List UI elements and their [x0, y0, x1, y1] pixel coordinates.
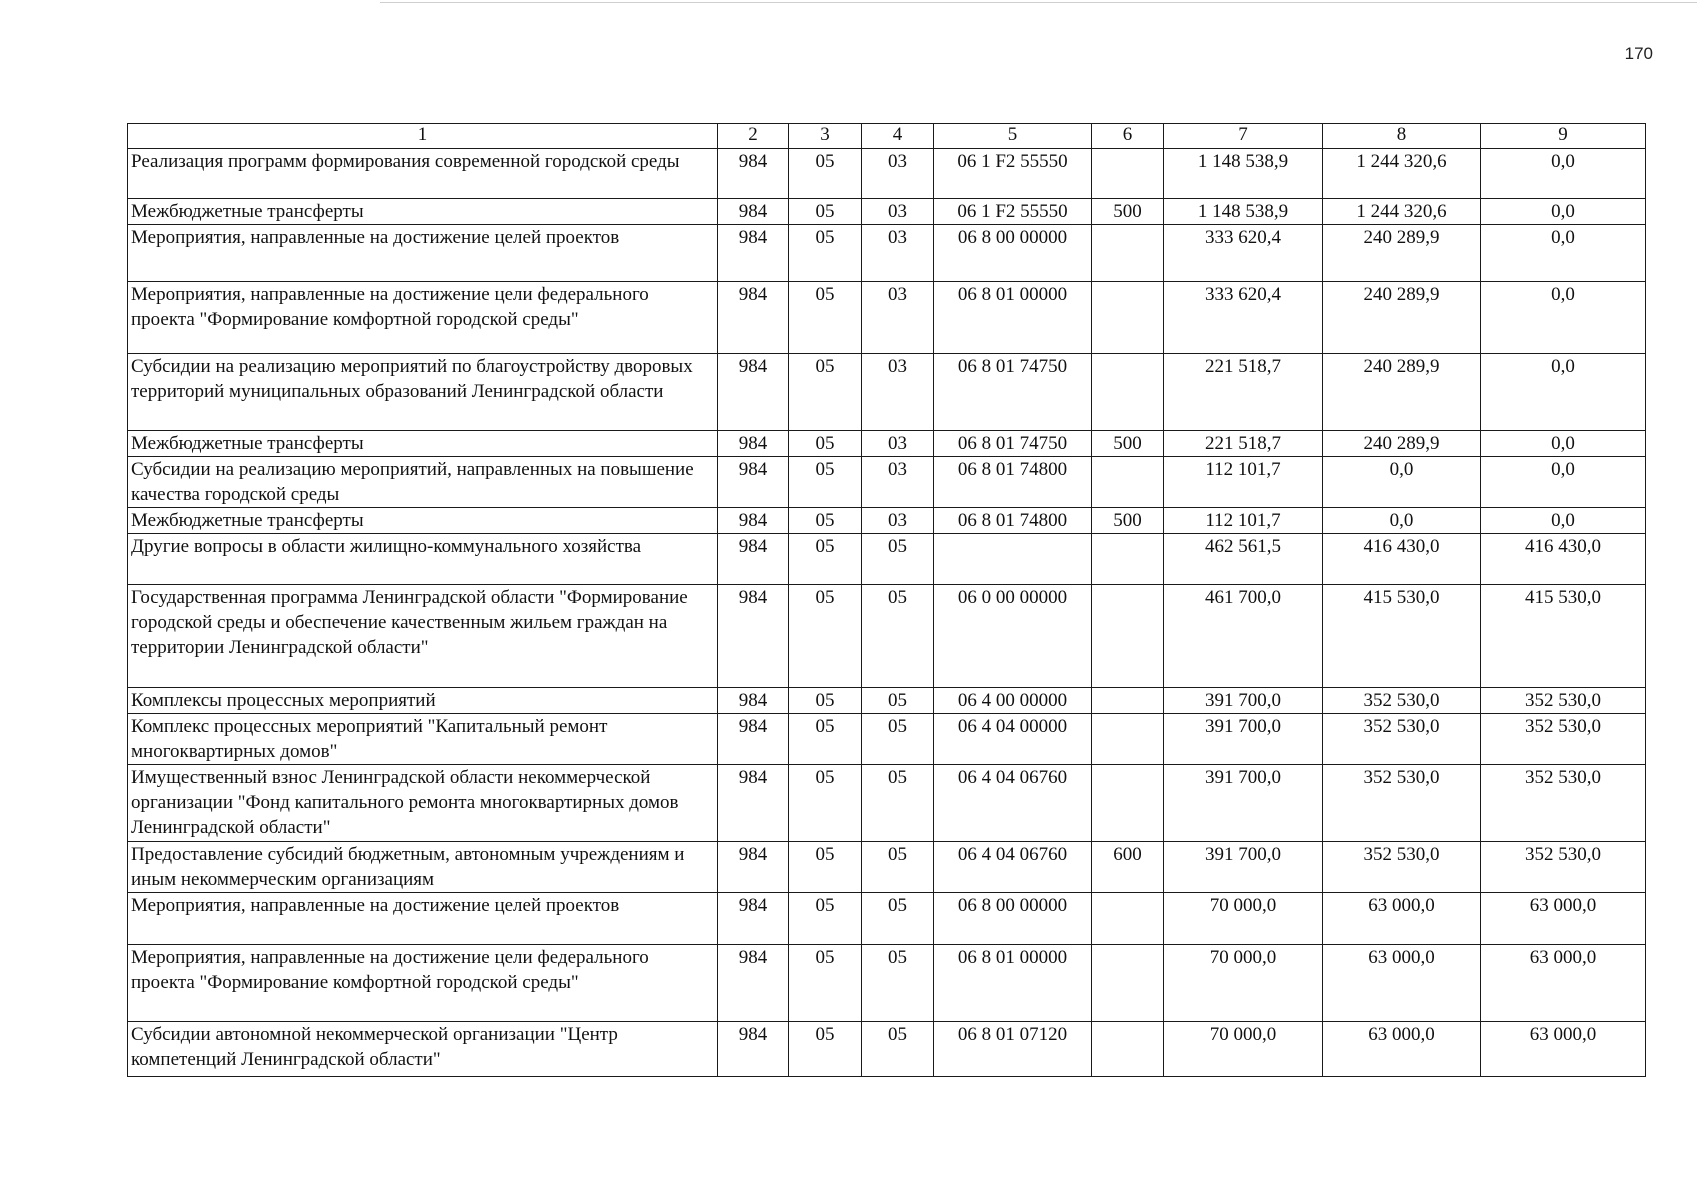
header-row — [128, 124, 1646, 149]
cell-col-5: 06 8 01 74750 — [934, 431, 1092, 457]
cell-col-3: 05 — [789, 585, 862, 688]
cell-col-3: 05 — [789, 714, 862, 765]
cell-col-6: 500 — [1092, 199, 1164, 225]
table-row — [128, 508, 1646, 534]
cell-col-6 — [1092, 1022, 1164, 1077]
cell-col-4: 05 — [862, 765, 934, 842]
cell-col-2: 984 — [718, 225, 789, 282]
cell-col-7: 391 700,0 — [1164, 714, 1323, 765]
cell-col-5: 06 4 04 00000 — [934, 714, 1092, 765]
cell-col-7: 1 148 538,9 — [1164, 149, 1323, 199]
cell-col-4: 05 — [862, 1022, 934, 1077]
cell-col-4: 05 — [862, 585, 934, 688]
cell-col-6 — [1092, 354, 1164, 431]
table-row — [128, 714, 1646, 765]
cell-col-2: 984 — [718, 199, 789, 225]
row-name-cell: Межбюджетные трансферты — [128, 431, 718, 457]
table-row — [128, 688, 1646, 714]
cell-col-4: 03 — [862, 354, 934, 431]
cell-col-3: 05 — [789, 945, 862, 1022]
cell-col-9: 0,0 — [1481, 508, 1646, 534]
cell-col-2: 984 — [718, 282, 789, 354]
cell-col-3: 05 — [789, 199, 862, 225]
cell-col-3: 05 — [789, 149, 862, 199]
cell-col-5: 06 8 01 00000 — [934, 282, 1092, 354]
cell-col-8: 240 289,9 — [1323, 354, 1481, 431]
cell-col-6 — [1092, 765, 1164, 842]
cell-col-3: 05 — [789, 225, 862, 282]
cell-col-4: 05 — [862, 945, 934, 1022]
cell-col-6 — [1092, 225, 1164, 282]
cell-col-7: 391 700,0 — [1164, 765, 1323, 842]
cell-col-8: 1 244 320,6 — [1323, 199, 1481, 225]
cell-col-2: 984 — [718, 585, 789, 688]
cell-col-6: 600 — [1092, 842, 1164, 893]
table-row — [128, 534, 1646, 585]
cell-col-4: 05 — [862, 534, 934, 585]
cell-col-6 — [1092, 945, 1164, 1022]
cell-col-5: 06 8 01 07120 — [934, 1022, 1092, 1077]
cell-col-8: 63 000,0 — [1323, 893, 1481, 945]
cell-col-6: 500 — [1092, 431, 1164, 457]
cell-col-8: 1 244 320,6 — [1323, 149, 1481, 199]
table-row — [128, 225, 1646, 282]
row-name-cell: Комплекс процессных мероприятий "Капитальный ремонт многоквартирных домов" — [128, 714, 718, 765]
cell-col-4: 03 — [862, 508, 934, 534]
cell-col-9: 352 530,0 — [1481, 714, 1646, 765]
cell-col-3: 05 — [789, 688, 862, 714]
cell-col-8: 352 530,0 — [1323, 714, 1481, 765]
cell-col-8: 63 000,0 — [1323, 945, 1481, 1022]
table-row — [128, 457, 1646, 508]
cell-col-7: 391 700,0 — [1164, 842, 1323, 893]
cell-col-8: 416 430,0 — [1323, 534, 1481, 585]
cell-col-9: 63 000,0 — [1481, 893, 1646, 945]
cell-col-9: 352 530,0 — [1481, 842, 1646, 893]
cell-col-4: 05 — [862, 714, 934, 765]
cell-col-8: 352 530,0 — [1323, 688, 1481, 714]
cell-col-5: 06 1 F2 55550 — [934, 149, 1092, 199]
row-name-cell: Другие вопросы в области жилищно-коммунального хозяйства — [128, 534, 718, 585]
cell-col-9: 0,0 — [1481, 282, 1646, 354]
cell-col-7: 462 561,5 — [1164, 534, 1323, 585]
cell-col-2: 984 — [718, 354, 789, 431]
column-header: 6 — [1092, 124, 1164, 149]
cell-col-6 — [1092, 688, 1164, 714]
table-row — [128, 431, 1646, 457]
cell-col-5: 06 1 F2 55550 — [934, 199, 1092, 225]
cell-col-9: 0,0 — [1481, 354, 1646, 431]
cell-col-6 — [1092, 714, 1164, 765]
table-row — [128, 585, 1646, 688]
cell-col-9: 0,0 — [1481, 149, 1646, 199]
cell-col-8: 240 289,9 — [1323, 282, 1481, 354]
cell-col-5 — [934, 534, 1092, 585]
table-row — [128, 1022, 1646, 1077]
cell-col-2: 984 — [718, 714, 789, 765]
cell-col-7: 112 101,7 — [1164, 457, 1323, 508]
cell-col-6: 500 — [1092, 508, 1164, 534]
cell-col-2: 984 — [718, 842, 789, 893]
cell-col-4: 05 — [862, 688, 934, 714]
cell-col-7: 70 000,0 — [1164, 945, 1323, 1022]
cell-col-8: 0,0 — [1323, 457, 1481, 508]
cell-col-5: 06 8 00 00000 — [934, 893, 1092, 945]
cell-col-4: 03 — [862, 282, 934, 354]
cell-col-4: 03 — [862, 457, 934, 508]
cell-col-3: 05 — [789, 431, 862, 457]
row-name-cell: Субсидии на реализацию мероприятий по благоустройству дворовых территорий муниципальных образований Ленинградской области — [128, 354, 718, 431]
cell-col-8: 352 530,0 — [1323, 842, 1481, 893]
table-row — [128, 765, 1646, 842]
budget-table — [127, 123, 1646, 1077]
cell-col-2: 984 — [718, 508, 789, 534]
page-number: 170 — [1624, 44, 1653, 63]
row-name-cell: Межбюджетные трансферты — [128, 199, 718, 225]
row-name-cell: Субсидии автономной некоммерческой организации "Центр компетенций Ленинградской области" — [128, 1022, 718, 1077]
cell-col-7: 461 700,0 — [1164, 585, 1323, 688]
column-header: 3 — [789, 124, 862, 149]
cell-col-4: 03 — [862, 149, 934, 199]
column-header: 4 — [862, 124, 934, 149]
cell-col-7: 1 148 538,9 — [1164, 199, 1323, 225]
cell-col-3: 05 — [789, 457, 862, 508]
cell-col-6 — [1092, 457, 1164, 508]
cell-col-2: 984 — [718, 893, 789, 945]
scan-edge-line — [380, 2, 1697, 3]
cell-col-6 — [1092, 585, 1164, 688]
cell-col-2: 984 — [718, 149, 789, 199]
cell-col-2: 984 — [718, 688, 789, 714]
row-name-cell: Мероприятия, направленные на достижение целей проектов — [128, 893, 718, 945]
cell-col-3: 05 — [789, 282, 862, 354]
table-row — [128, 149, 1646, 199]
cell-col-8: 240 289,9 — [1323, 225, 1481, 282]
cell-col-8: 352 530,0 — [1323, 765, 1481, 842]
table-body — [128, 149, 1646, 1077]
column-header: 1 — [128, 124, 718, 149]
cell-col-6 — [1092, 149, 1164, 199]
cell-col-2: 984 — [718, 431, 789, 457]
cell-col-9: 415 530,0 — [1481, 585, 1646, 688]
column-header: 7 — [1164, 124, 1323, 149]
cell-col-5: 06 8 00 00000 — [934, 225, 1092, 282]
cell-col-3: 05 — [789, 508, 862, 534]
cell-col-7: 221 518,7 — [1164, 354, 1323, 431]
cell-col-8: 415 530,0 — [1323, 585, 1481, 688]
cell-col-3: 05 — [789, 765, 862, 842]
cell-col-9: 0,0 — [1481, 431, 1646, 457]
row-name-cell: Мероприятия, направленные на достижение целей проектов — [128, 225, 718, 282]
cell-col-4: 05 — [862, 893, 934, 945]
cell-col-7: 333 620,4 — [1164, 282, 1323, 354]
cell-col-9: 352 530,0 — [1481, 688, 1646, 714]
cell-col-5: 06 8 01 00000 — [934, 945, 1092, 1022]
cell-col-8: 63 000,0 — [1323, 1022, 1481, 1077]
cell-col-9: 63 000,0 — [1481, 945, 1646, 1022]
cell-col-9: 352 530,0 — [1481, 765, 1646, 842]
cell-col-9: 0,0 — [1481, 225, 1646, 282]
cell-col-7: 221 518,7 — [1164, 431, 1323, 457]
table-row — [128, 893, 1646, 945]
column-header: 9 — [1481, 124, 1646, 149]
column-header: 5 — [934, 124, 1092, 149]
cell-col-7: 112 101,7 — [1164, 508, 1323, 534]
cell-col-2: 984 — [718, 457, 789, 508]
cell-col-7: 70 000,0 — [1164, 893, 1323, 945]
column-header: 2 — [718, 124, 789, 149]
row-name-cell: Предоставление субсидий бюджетным, автономным учреждениям и иным некоммерческим организациям — [128, 842, 718, 893]
cell-col-2: 984 — [718, 945, 789, 1022]
cell-col-6 — [1092, 282, 1164, 354]
cell-col-5: 06 8 01 74750 — [934, 354, 1092, 431]
row-name-cell: Мероприятия, направленные на достижение цели федерального проекта "Формирование комфортной городской среды" — [128, 282, 718, 354]
table-row — [128, 199, 1646, 225]
cell-col-4: 03 — [862, 225, 934, 282]
cell-col-5: 06 0 00 00000 — [934, 585, 1092, 688]
budget-table-container — [127, 123, 1645, 1077]
cell-col-5: 06 8 01 74800 — [934, 508, 1092, 534]
row-name-cell: Комплексы процессных мероприятий — [128, 688, 718, 714]
cell-col-8: 240 289,9 — [1323, 431, 1481, 457]
cell-col-6 — [1092, 893, 1164, 945]
cell-col-9: 416 430,0 — [1481, 534, 1646, 585]
cell-col-2: 984 — [718, 1022, 789, 1077]
cell-col-3: 05 — [789, 893, 862, 945]
cell-col-5: 06 4 00 00000 — [934, 688, 1092, 714]
cell-col-4: 03 — [862, 431, 934, 457]
cell-col-5: 06 4 04 06760 — [934, 842, 1092, 893]
cell-col-4: 05 — [862, 842, 934, 893]
table-row — [128, 354, 1646, 431]
cell-col-5: 06 8 01 74800 — [934, 457, 1092, 508]
cell-col-2: 984 — [718, 534, 789, 585]
cell-col-3: 05 — [789, 354, 862, 431]
cell-col-8: 0,0 — [1323, 508, 1481, 534]
row-name-cell: Мероприятия, направленные на достижение цели федерального проекта "Формирование комфортной городской среды" — [128, 945, 718, 1022]
cell-col-3: 05 — [789, 534, 862, 585]
table-row — [128, 282, 1646, 354]
cell-col-5: 06 4 04 06760 — [934, 765, 1092, 842]
cell-col-7: 70 000,0 — [1164, 1022, 1323, 1077]
table-row — [128, 842, 1646, 893]
cell-col-7: 391 700,0 — [1164, 688, 1323, 714]
cell-col-7: 333 620,4 — [1164, 225, 1323, 282]
cell-col-6 — [1092, 534, 1164, 585]
row-name-cell: Межбюджетные трансферты — [128, 508, 718, 534]
cell-col-3: 05 — [789, 1022, 862, 1077]
column-header: 8 — [1323, 124, 1481, 149]
cell-col-2: 984 — [718, 765, 789, 842]
cell-col-9: 63 000,0 — [1481, 1022, 1646, 1077]
row-name-cell: Имущественный взнос Ленинградской области некоммерческой организации "Фонд капитального ремонта многоквартирных домов Ленинградской области" — [128, 765, 718, 842]
table-row — [128, 945, 1646, 1022]
cell-col-9: 0,0 — [1481, 199, 1646, 225]
cell-col-3: 05 — [789, 842, 862, 893]
row-name-cell: Государственная программа Ленинградской области "Формирование городской среды и обеспечение качественным жильем граждан на территории Ленинградской области" — [128, 585, 718, 688]
cell-col-9: 0,0 — [1481, 457, 1646, 508]
row-name-cell: Реализация программ формирования современной городской среды — [128, 149, 718, 199]
cell-col-4: 03 — [862, 199, 934, 225]
row-name-cell: Субсидии на реализацию мероприятий, направленных на повышение качества городской среды — [128, 457, 718, 508]
